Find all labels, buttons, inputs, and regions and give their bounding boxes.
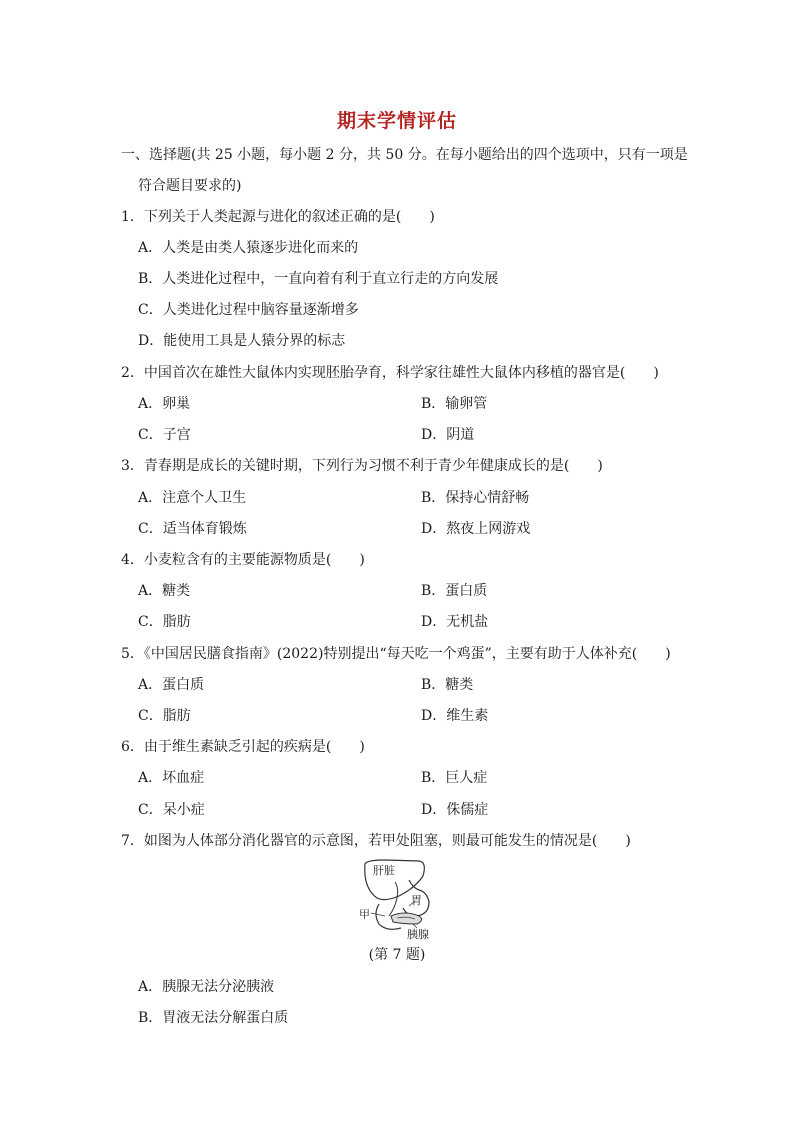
- question-5-option-c: C．脂肪: [138, 708, 191, 724]
- question-5-option-b: B．糖类: [421, 677, 474, 693]
- section-instructions-line2: 符合题目要求的): [138, 178, 242, 194]
- question-7-option-b: B．胃液无法分解蛋白质: [138, 1010, 289, 1026]
- question-2-option-d: D．阴道: [421, 427, 475, 443]
- question-5-option-a: A．蛋白质: [138, 677, 205, 693]
- question-1-option-b: B．人类进化过程中，一直向着有利于直立行走的方向发展: [138, 271, 499, 287]
- question-1-stem: 1．下列关于人类起源与进化的叙述正确的是( ): [121, 209, 435, 225]
- question-4-stem: 4．小麦粒含有的主要能源物质是( ): [121, 552, 365, 568]
- pancreas-shape: [391, 913, 422, 924]
- jia-pointer: [371, 913, 385, 916]
- question-6-option-a: A．坏血症: [138, 770, 205, 786]
- question-2-option-a: A．卵巢: [138, 396, 191, 412]
- question-3-option-a: A．注意个人卫生: [138, 490, 247, 506]
- digestive-organs-diagram: [355, 858, 439, 940]
- question-2-stem: 2．中国首次在雄性大鼠体内实现胚胎孕育，科学家往雄性大鼠体内移植的器官是( ): [121, 365, 659, 381]
- question-6-option-c: C．呆小症: [138, 802, 205, 818]
- question-6-stem: 6．由于维生素缺乏引起的疾病是( ): [121, 739, 365, 755]
- question-7-option-a: A．胰腺无法分泌胰液: [138, 979, 275, 995]
- question-3-stem: 3．青春期是成长的关键时期，下列行为习惯不利于青少年健康成长的是( ): [121, 458, 603, 474]
- question-1-option-a: A．人类是由类人猿逐步进化而来的: [138, 240, 359, 256]
- question-4-option-c: C．脂肪: [138, 614, 191, 630]
- liver-label: 肝脏: [373, 864, 395, 877]
- question-1-option-d: D．能使用工具是人猿分界的标志: [138, 333, 346, 349]
- question-7-stem: 7．如图为人体部分消化器官的示意图，若甲处阻塞，则最可能发生的情况是( ): [121, 833, 631, 849]
- jia-label: 甲: [359, 908, 370, 921]
- question-4-option-d: D．无机盐: [421, 614, 489, 630]
- question-3-option-b: B．保持心情舒畅: [421, 490, 530, 506]
- question-6-option-b: B．巨人症: [421, 770, 488, 786]
- question-1-option-c: C．人类进化过程中脑容量逐渐增多: [138, 302, 359, 318]
- question-5-option-d: D．维生素: [421, 708, 489, 724]
- question-5-stem: 5．《中国居民膳食指南》(2022)特别提出“每天吃一个鸡蛋”，主要有助于人体补充( ): [121, 646, 671, 662]
- stomach-label: 胃: [411, 894, 422, 907]
- pancreas-label: 胰腺: [407, 928, 429, 940]
- figure-caption: (第 7 题): [368, 947, 426, 963]
- question-4-option-b: B．蛋白质: [421, 583, 488, 599]
- question-3-option-c: C．适当体育锻炼: [138, 521, 247, 537]
- question-2-option-c: C．子宫: [138, 427, 191, 443]
- question-6-option-d: D．侏儒症: [421, 802, 489, 818]
- section-instructions-line1: 一、选择题(共 25 小题，每小题 2 分，共 50 分。在每小题给出的四个选项中，只有一项是: [121, 147, 688, 163]
- page-title: 期末学情评估: [336, 110, 457, 132]
- question-3-option-d: D．熬夜上网游戏: [421, 521, 531, 537]
- question-4-option-a: A．糖类: [138, 583, 191, 599]
- question-2-option-b: B．输卵管: [421, 396, 488, 412]
